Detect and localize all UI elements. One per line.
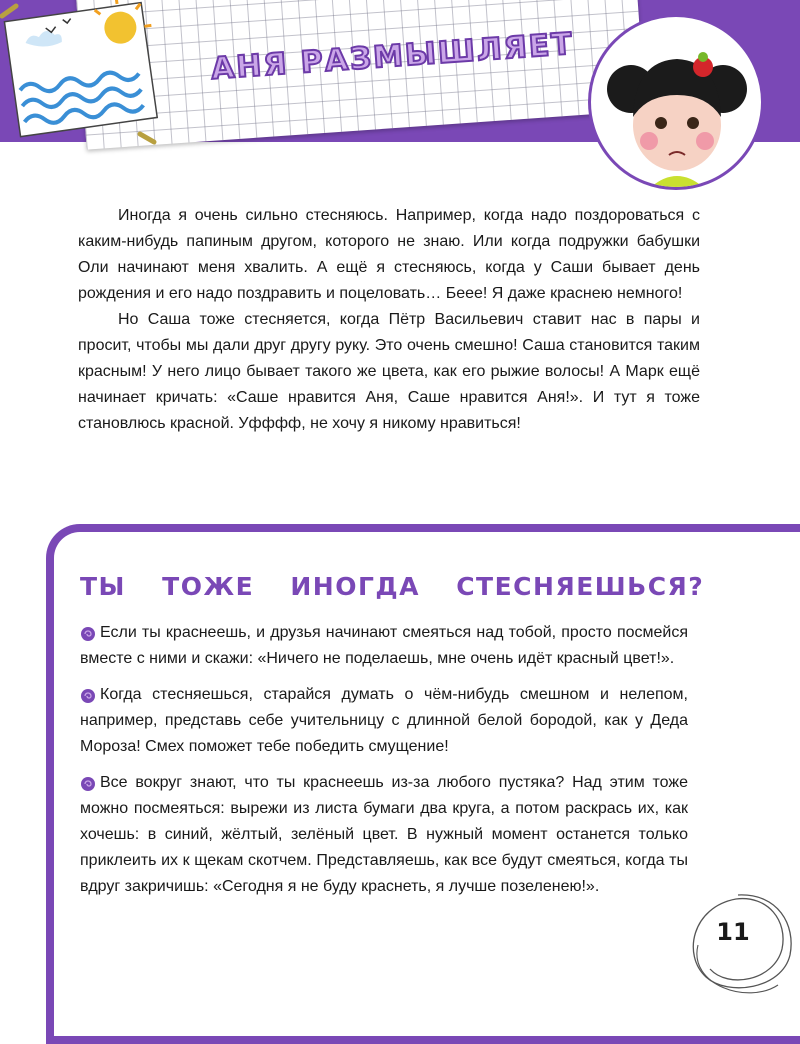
tips-list (80, 620, 688, 910)
story-paragraph: Но Саша тоже стесняется, когда Пётр Васильевич ставит нас в пары и просит, чтобы мы дали друг другу руку. Это очень смешно! Саша становится таким красным! У него лицо бывает такого же цвета, как его рыжие волосы! А Марк ещё начинает кричать: «Саше нравится Аня, Саше нравится Аня!». И тут я тоже становлюсь красной. Уфффф, не хочу я никому нравиться! (78, 311, 700, 432)
child-drawing-illustration (0, 0, 162, 148)
anya-avatar (588, 14, 764, 190)
page-number: 11 (716, 918, 750, 946)
spiral-bullet-icon (80, 688, 96, 704)
tip-item (80, 770, 688, 900)
tip-text: Все вокруг знают, что ты краснеешь из-за любого пустяка? Над этим тоже можно посмеяться: вырежи из листа бумаги два круга, а потом раскрась их, как хочешь: в синий, жёлтый, зелёный цвет. В нужный момент останется только приклеить их к щекам скотчем. Представляешь, как все будут смеяться, когда ты вдруг закричишь: «Сегодня я не буду краснеть, я лучше позеленею!». (80, 774, 688, 895)
tip-text: Когда стесняешься, старайся думать о чём-нибудь смешном и нелепом, например, представь себе учительницу с длинной белой бородой, как у Деда Мороза! Смех поможет тебе победить смущение! (80, 686, 688, 755)
tip-item (80, 620, 688, 672)
spiral-bullet-icon (80, 626, 96, 642)
page-header-title: АНЯ РАЗМЫШЛЯЕТ (210, 26, 575, 87)
tip-item (80, 682, 688, 760)
girl-face-icon (591, 17, 761, 187)
tip-text: Если ты краснеешь, и друзья начинают смеяться над тобой, просто посмейся вместе с ними и скажи: «Ничего не поделаешь, мне очень идёт красный цвет!». (80, 624, 688, 667)
story-text (78, 203, 700, 437)
spiral-bullet-icon (80, 776, 96, 792)
story-paragraph: Иногда я очень сильно стесняюсь. Например, когда надо поздороваться с каким-нибудь папиным другом, которого не знаю. Или когда подружки бабушки Оли начинают меня хвалить. А ещё я стесняюсь, когда у Саши бывает день рождения и его надо поздравить и поцеловать… Бееe! Я даже краснею немного! (78, 207, 700, 302)
tips-heading: ТЫ ТОЖЕ ИНОГДА СТЕСНЯЕШЬСЯ? (80, 572, 705, 601)
